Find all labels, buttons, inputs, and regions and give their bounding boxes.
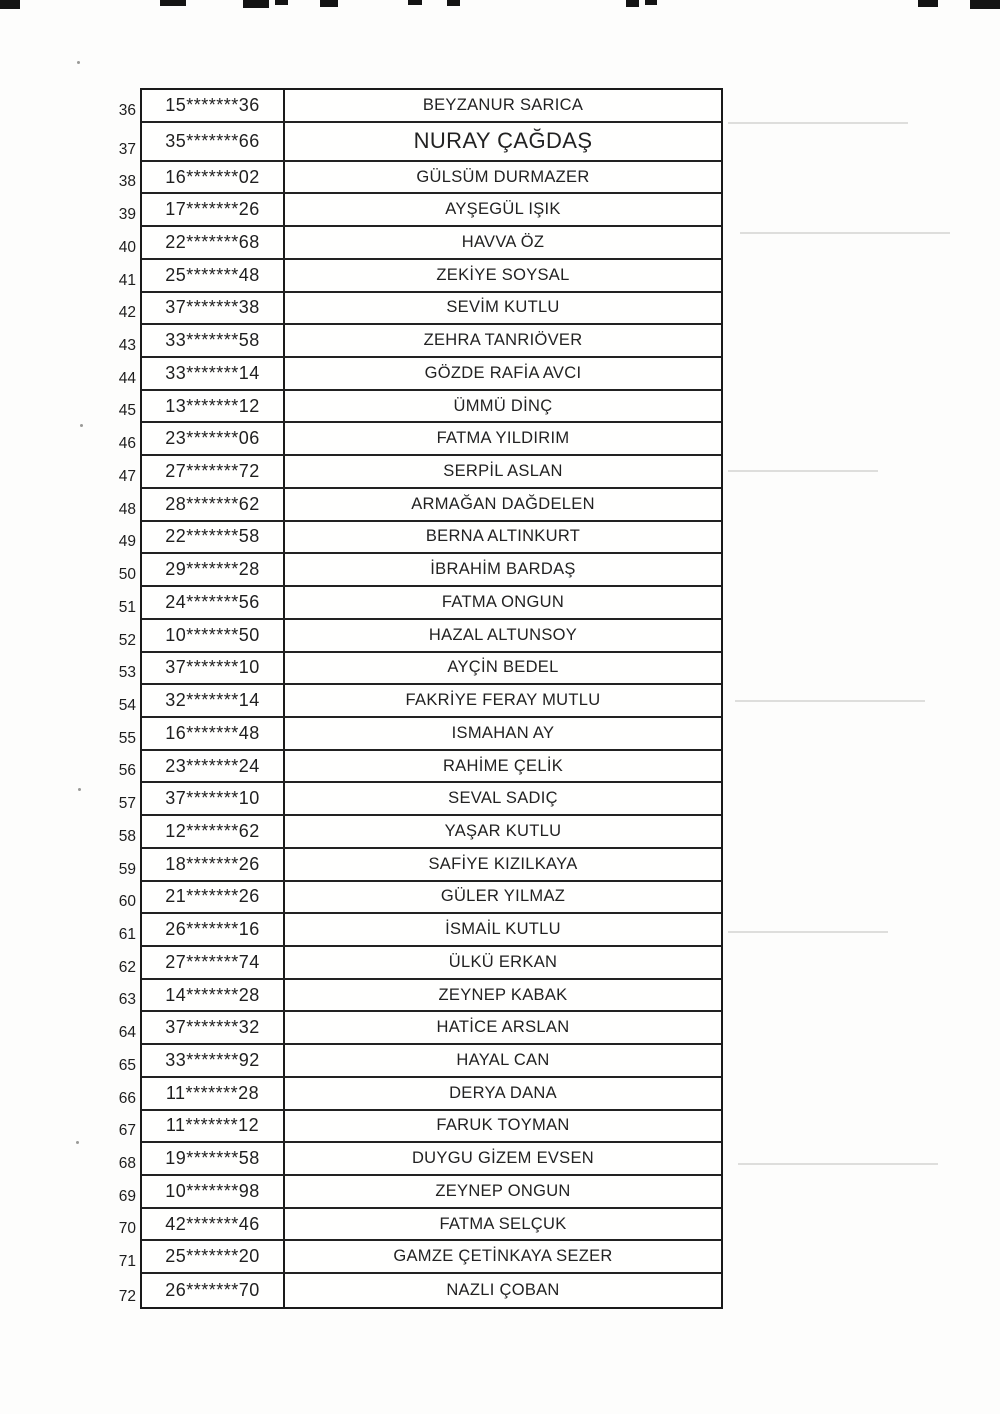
row-number: 45 (118, 402, 136, 420)
masked-id-cell: 26*******70 (142, 1274, 285, 1307)
row-number: 71 (118, 1253, 136, 1271)
masked-id-cell: 16*******48 (142, 718, 285, 749)
masked-id-cell: 15*******36 (142, 90, 285, 121)
masked-id-cell: 42*******46 (142, 1209, 285, 1240)
masked-id-cell: 12*******62 (142, 816, 285, 847)
row-number: 68 (118, 1155, 136, 1172)
table-row (118, 423, 721, 456)
table-row (118, 489, 721, 522)
name-cell: HAVVA ÖZ (461, 233, 545, 252)
name-cell: DERYA DANA (449, 1083, 557, 1102)
name-cell: NURAY ÇAĞDAŞ (413, 128, 593, 154)
scan-ghost-line (728, 122, 908, 124)
row-number: 63 (118, 991, 136, 1009)
row-number: 42 (118, 304, 136, 322)
name-cell: İBRAHİM BARDAŞ (430, 560, 576, 579)
name-cell: FATMA SELÇUK (439, 1214, 567, 1233)
table-row (118, 1111, 721, 1144)
name-cell: FATMA ONGUN (441, 592, 565, 611)
name-cell: YAŞAR KUTLU (444, 821, 562, 840)
row-number: 57 (118, 795, 136, 813)
row-number: 41 (118, 271, 136, 289)
table-row (118, 718, 721, 751)
table-row (118, 816, 721, 849)
scan-speck (78, 788, 81, 791)
name-cell: SERPİL ASLAN (443, 462, 563, 481)
name-cell: FATMA YILDIRIM (436, 429, 570, 448)
masked-id-cell: 32*******14 (142, 685, 285, 716)
row-number: 58 (118, 827, 136, 845)
masked-id-cell: 25*******48 (142, 260, 285, 291)
name-cell: BEYZANUR SARICA (422, 95, 584, 114)
row-number: 66 (118, 1089, 136, 1107)
name-cell: DUYGU GİZEM EVSEN (411, 1149, 595, 1168)
scan-ghost-line (740, 232, 950, 234)
masked-id-cell: 14*******28 (142, 980, 285, 1011)
name-cell: AYÇİN BEDEL (447, 658, 559, 677)
masked-id-cell: 26*******16 (142, 914, 285, 945)
row-number: 44 (118, 369, 136, 387)
masked-id-cell: 22*******68 (142, 227, 285, 258)
table-row (118, 914, 721, 947)
row-number: 38 (118, 173, 136, 191)
table-row (118, 391, 721, 424)
scan-artifact-top-edge (0, 0, 1000, 12)
table-row (118, 90, 721, 123)
table-row (118, 456, 721, 489)
scan-ghost-line (735, 700, 925, 702)
row-number: 55 (118, 729, 136, 747)
scan-ghost-line (738, 1163, 938, 1165)
table-row (118, 882, 721, 915)
name-cell: GÜLER YILMAZ (440, 887, 566, 906)
row-number: 54 (118, 696, 136, 714)
row-number: 53 (118, 664, 136, 682)
table-row (118, 685, 721, 718)
row-number: 69 (118, 1187, 136, 1205)
name-cell: HAYAL CAN (456, 1050, 550, 1069)
table-row (118, 1209, 721, 1242)
name-cell: ZEHRA TANRIÖVER (423, 331, 583, 350)
table-row (118, 260, 721, 293)
masked-id-cell: 28*******62 (142, 489, 285, 520)
masked-id-cell: 35*******66 (142, 123, 285, 160)
row-number: 61 (118, 925, 136, 943)
scan-ghost-line (728, 470, 878, 472)
masked-id-cell: 37*******38 (142, 293, 285, 324)
name-cell: HAZAL ALTUNSOY (428, 625, 578, 644)
row-number: 36 (118, 101, 136, 119)
name-cell: SEVİM KUTLU (446, 298, 560, 317)
name-cell: BERNA ALTINKURT (425, 527, 581, 546)
table-row (118, 1078, 721, 1111)
name-cell: ARMAĞAN DAĞDELEN (411, 494, 595, 513)
masked-id-cell: 18*******26 (142, 849, 285, 880)
name-cell: ÜLKÜ ERKAN (448, 952, 558, 971)
name-cell: İSMAİL KUTLU (445, 920, 561, 939)
masked-id-cell: 10*******50 (142, 620, 285, 651)
table-row (118, 522, 721, 555)
name-cell: NAZLI ÇOBAN (446, 1281, 560, 1300)
scan-ghost-line (728, 931, 888, 933)
masked-id-cell: 11*******28 (142, 1078, 285, 1109)
table-row (118, 358, 721, 391)
table-row (118, 123, 721, 162)
table-row (118, 194, 721, 227)
masked-id-cell: 21*******26 (142, 882, 285, 913)
masked-id-cell: 29*******28 (142, 554, 285, 585)
masked-id-cell: 13*******12 (142, 391, 285, 422)
row-number: 40 (118, 238, 136, 256)
row-number: 62 (118, 958, 136, 976)
name-cell: GÖZDE RAFİA AVCI (424, 363, 582, 382)
table-row (118, 980, 721, 1013)
name-cell: ZEKİYE SOYSAL (436, 265, 570, 284)
name-cell: ISMAHAN AY (451, 723, 555, 742)
table-row (118, 1274, 721, 1307)
row-number: 51 (118, 598, 136, 616)
masked-id-cell: 33*******58 (142, 325, 285, 356)
table-row (118, 293, 721, 326)
row-number: 37 (118, 140, 136, 158)
scan-speck (76, 1141, 79, 1144)
masked-id-cell: 37*******32 (142, 1012, 285, 1043)
row-number: 70 (118, 1220, 136, 1238)
masked-id-cell: 23*******06 (142, 423, 285, 454)
row-number: 60 (118, 893, 136, 911)
masked-id-cell: 37*******10 (142, 653, 285, 684)
name-cell: ÜMMÜ DİNÇ (453, 396, 553, 415)
table-row (118, 751, 721, 784)
table-row (118, 1176, 721, 1209)
name-cell: SEVAL SADIÇ (448, 789, 558, 808)
row-number: 52 (118, 631, 136, 649)
masked-id-cell: 33*******14 (142, 358, 285, 389)
row-number: 47 (118, 467, 136, 485)
masked-id-cell: 19*******58 (142, 1143, 285, 1174)
table-row (118, 783, 721, 816)
name-cell: AYŞEGÜL IŞIK (445, 200, 561, 219)
masked-id-cell: 27*******74 (142, 947, 285, 978)
masked-id-cell: 11*******12 (142, 1111, 285, 1142)
scan-speck (77, 61, 80, 64)
row-number: 72 (118, 1287, 136, 1305)
row-number: 48 (118, 500, 136, 518)
row-number: 46 (118, 435, 136, 453)
masked-id-cell: 24*******56 (142, 587, 285, 618)
row-number: 43 (118, 337, 136, 355)
name-cell: ZEYNEP KABAK (438, 985, 568, 1004)
row-number: 65 (118, 1056, 136, 1074)
masked-id-cell: 22*******58 (142, 522, 285, 553)
row-number: 39 (118, 206, 136, 224)
table-row (118, 554, 721, 587)
table-row (118, 325, 721, 358)
masked-id-cell: 27*******72 (142, 456, 285, 487)
masked-id-cell: 10*******98 (142, 1176, 285, 1207)
table-row (118, 1045, 721, 1078)
table-row (118, 1241, 721, 1274)
row-number: 50 (118, 566, 136, 584)
table-row (118, 620, 721, 653)
row-number: 56 (118, 762, 136, 780)
masked-id-cell: 37*******10 (142, 783, 285, 814)
masked-id-cell: 25*******20 (142, 1241, 285, 1272)
name-cell: GAMZE ÇETİNKAYA SEZER (393, 1247, 613, 1266)
masked-id-cell: 23*******24 (142, 751, 285, 782)
table-row (118, 947, 721, 980)
name-cell: HATİCE ARSLAN (436, 1018, 570, 1037)
row-number: 49 (118, 533, 136, 551)
row-number: 67 (118, 1122, 136, 1140)
scan-speck (80, 424, 83, 427)
table-row (118, 1143, 721, 1176)
table-row (118, 653, 721, 686)
row-number: 64 (118, 1024, 136, 1042)
table-row (118, 1012, 721, 1045)
table-row (118, 587, 721, 620)
masked-id-cell: 17*******26 (142, 194, 285, 225)
name-cell: GÜLSÜM DURMAZER (416, 167, 590, 186)
table-row (118, 849, 721, 882)
masked-id-cell: 33*******92 (142, 1045, 285, 1076)
masked-id-cell: 16*******02 (142, 162, 285, 193)
table-row (118, 162, 721, 195)
name-cell: RAHİME ÇELİK (442, 756, 564, 775)
name-cell: ZEYNEP ONGUN (435, 1181, 571, 1200)
name-cell: SAFİYE KIZILKAYA (428, 854, 578, 873)
row-number: 59 (118, 860, 136, 878)
name-cell: FARUK TOYMAN (436, 1116, 570, 1135)
name-list-table (118, 88, 723, 1309)
name-cell: FAKRİYE FERAY MUTLU (405, 691, 601, 710)
table-row (118, 227, 721, 260)
